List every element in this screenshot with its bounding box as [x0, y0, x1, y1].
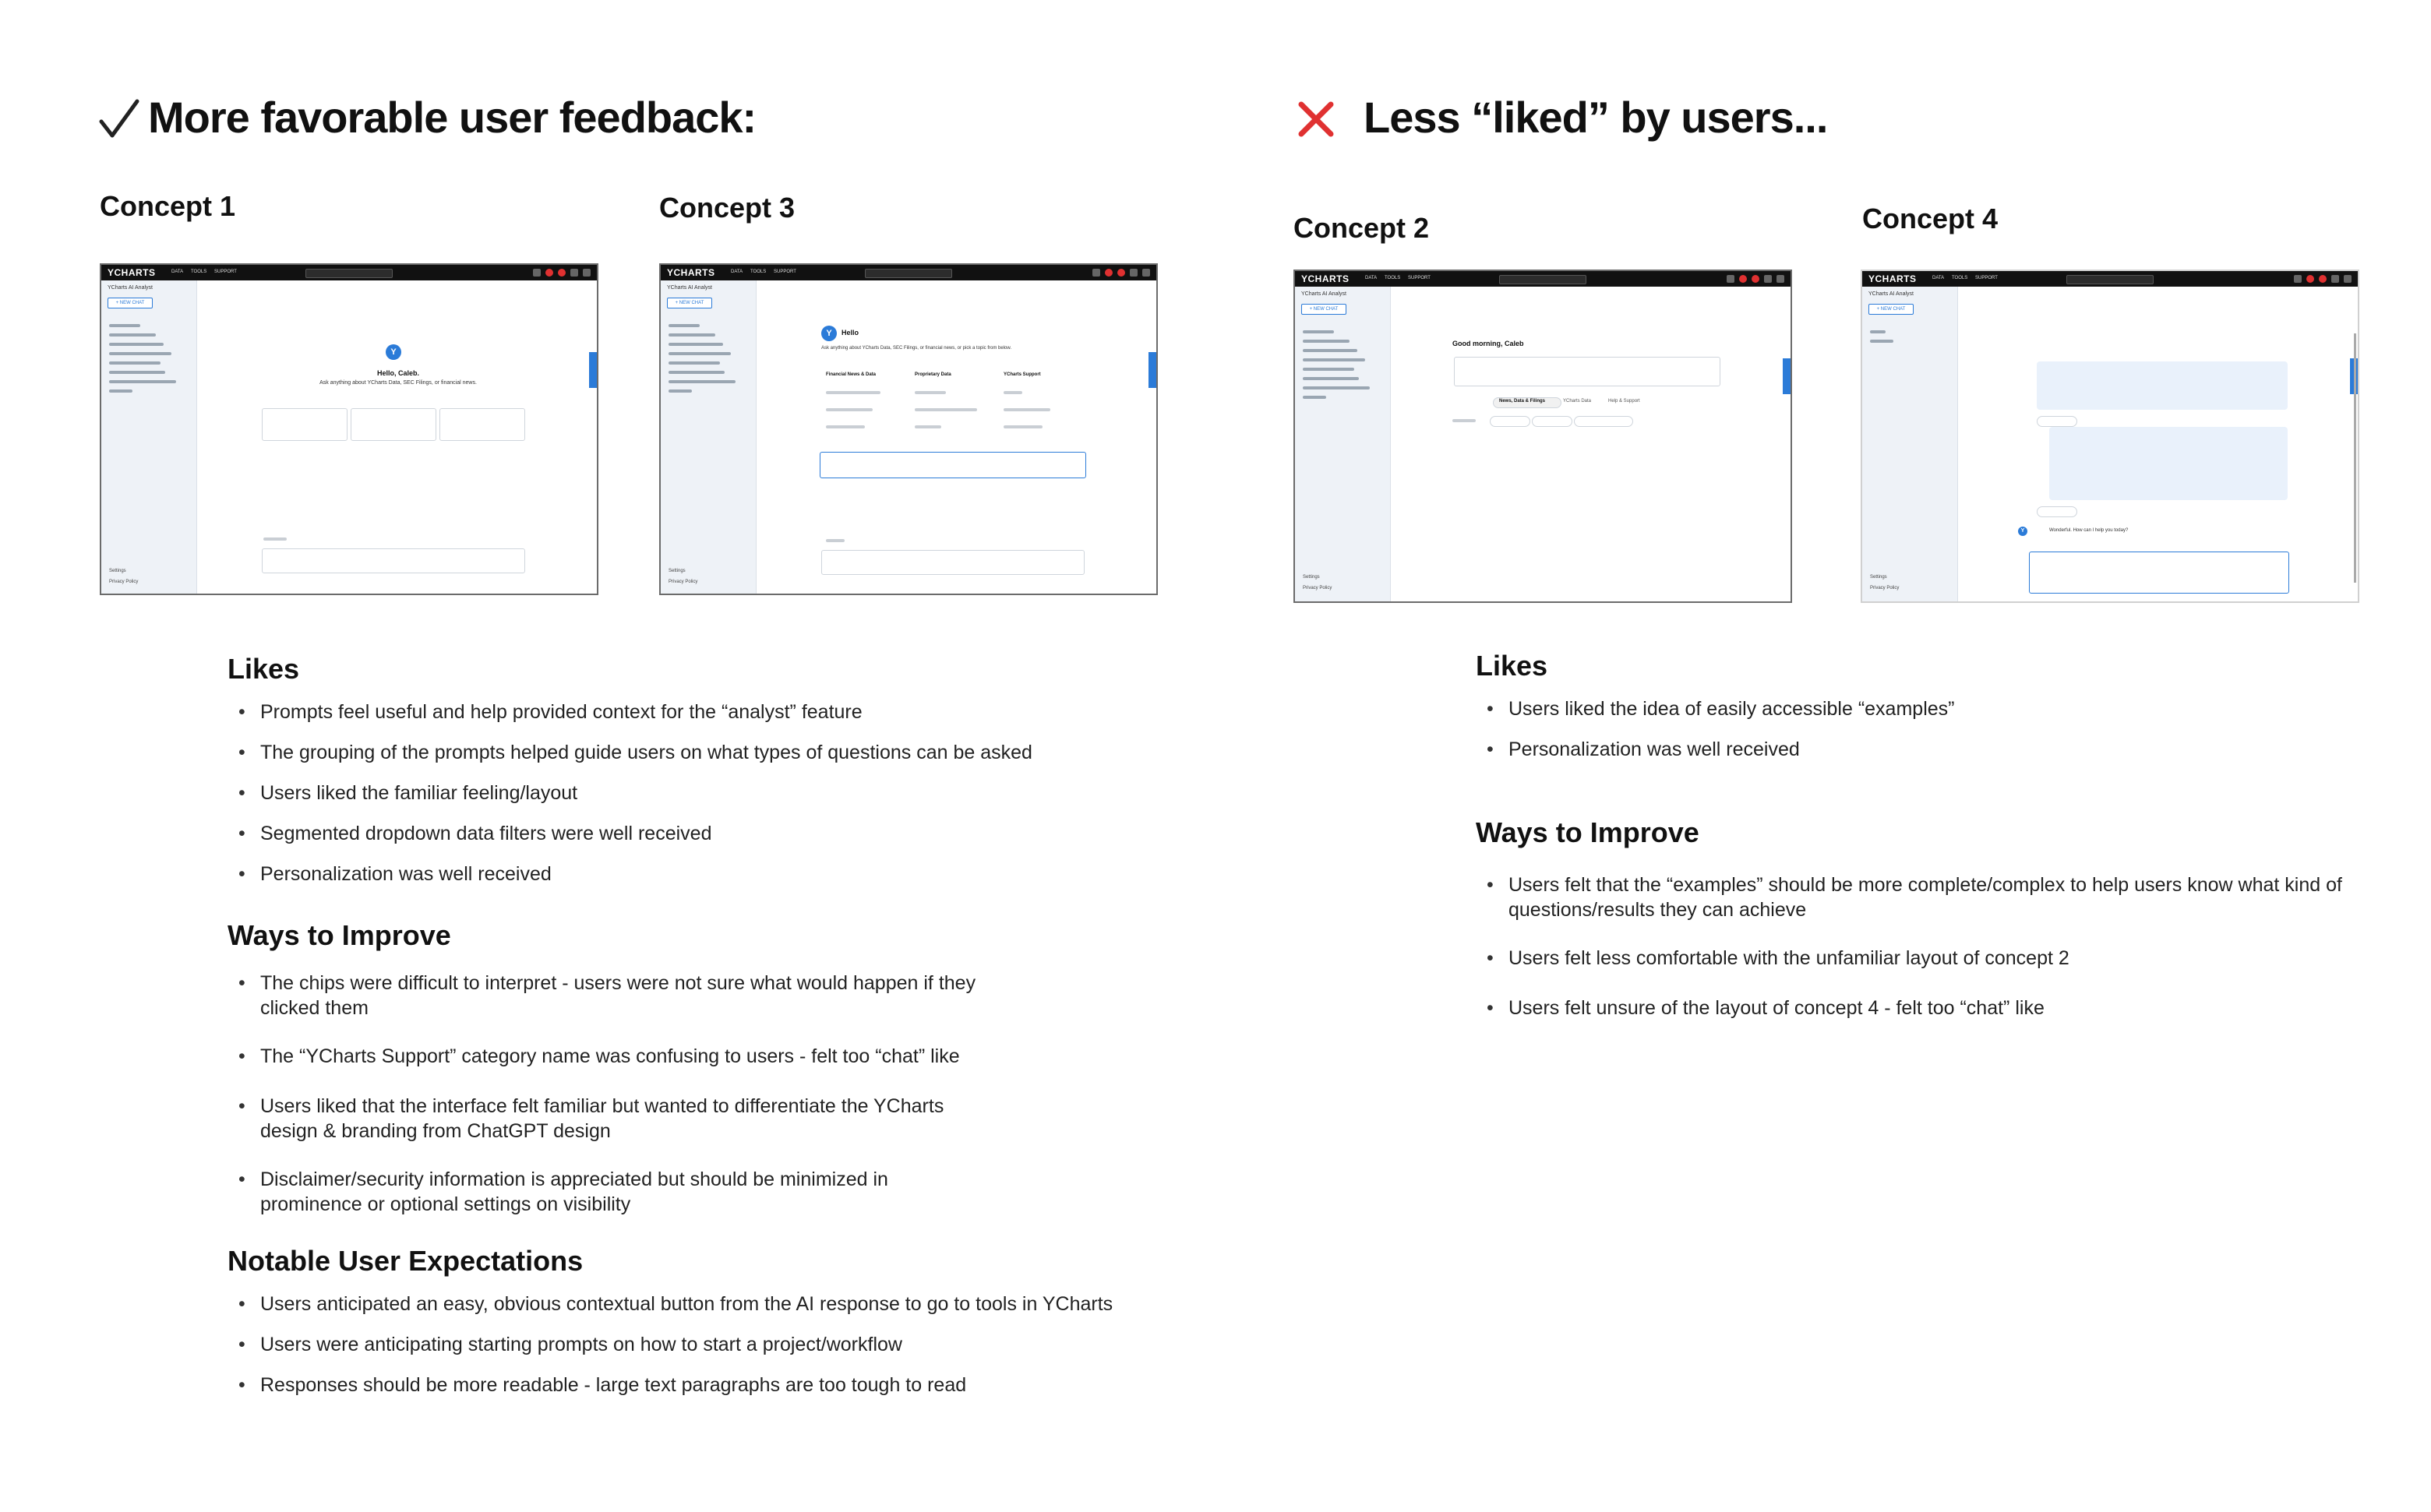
- list-item: • Users felt less comfortable with the unfamiliar layout of concept 2: [1476, 946, 2387, 996]
- list-item: • Personalization was well received: [1476, 737, 2395, 777]
- less-liked-heading: Less “liked” by users...: [1364, 93, 1828, 142]
- cross-icon: [1297, 100, 1335, 139]
- list-item: • Users liked the idea of easily accessible “examples”: [1476, 696, 2395, 737]
- left-likes-heading: Likes: [228, 653, 300, 685]
- concept-4-screenshot: YCHARTS DATA TOOLS SUPPORT YCharts AI Analyst + NEW CHAT Settings Privacy Policy Y Wonderful. How can I help you today?: [1861, 270, 2359, 603]
- concept-2-screenshot: YCHARTS DATA TOOLS SUPPORT YCharts AI Analyst + NEW CHAT Settings Privacy Policy Good morning, Caleb News, Data & Filings YCharts Data Help & Support: [1293, 270, 1792, 603]
- list-item: • The grouping of the prompts helped guide users on what types of questions can be asked: [228, 740, 1163, 781]
- concept-4-label: Concept 4: [1862, 203, 1999, 234]
- expectations-heading: Notable User Expectations: [228, 1245, 584, 1277]
- list-item: • Users felt unsure of the layout of concept 4 - felt too “chat” like: [1476, 996, 2387, 1036]
- list-item: • Personalization was well received: [228, 862, 1163, 902]
- left-likes-list: [228, 700, 1163, 902]
- right-likes-heading: Likes: [1476, 650, 1548, 682]
- list-item: • The chips were difficult to interpret - users were not sure what would happen if they clicked them: [228, 971, 1000, 1044]
- concept-2-label: Concept 2: [1293, 212, 1430, 244]
- list-item: • Prompts feel useful and help provided context for the “analyst” feature: [228, 700, 1163, 740]
- list-item: • Segmented dropdown data filters were well received: [228, 821, 1163, 862]
- list-item: • Users anticipated an easy, obvious contextual button from the AI response to go to tools in YCharts: [228, 1292, 1240, 1332]
- list-item: • Users were anticipating starting prompts on how to start a project/workflow: [228, 1332, 1240, 1373]
- right-likes-list: [1476, 696, 2395, 777]
- list-item: • Disclaimer/security information is appreciated but should be minimized in prominence or optional settings on visibility: [228, 1167, 961, 1217]
- list-item: • Users felt that the “examples” should be more complete/complex to help users know what kind of questions/results they can achieve: [1476, 872, 2387, 946]
- left-improve-heading: Ways to Improve: [228, 919, 451, 951]
- right-improve-heading: Ways to Improve: [1476, 816, 1699, 848]
- right-improve-list: [1476, 872, 2387, 1036]
- list-item: • The “YCharts Support” category name was confusing to users - felt too “chat” like: [228, 1044, 1000, 1094]
- list-item: • Users liked the familiar feeling/layout: [228, 781, 1163, 821]
- concept-1-label: Concept 1: [100, 190, 236, 222]
- check-icon: [97, 95, 143, 142]
- concept-3-screenshot: YCHARTS DATA TOOLS SUPPORT YCharts AI Analyst + NEW CHAT Settings Privacy Policy Y Hello Ask anything about YCharts Data, SEC Filings, or financial news, or pick a topic from below. Financial News & Data Proprietary Data YCharts Support: [659, 263, 1158, 595]
- concept-1-screenshot: YCHARTS DATA TOOLS SUPPORT YCharts AI Analyst + NEW CHAT Settings Privacy Policy Y Hello, Caleb. Ask anything about YCharts Data, SEC Filings, or financial news.: [100, 263, 598, 595]
- concept-3-label: Concept 3: [659, 192, 796, 224]
- expectations-list: [228, 1292, 1240, 1413]
- list-item: • Users liked that the interface felt familiar but wanted to differentiate the YCharts design & branding from ChatGPT design: [228, 1094, 1000, 1167]
- left-improve-list: [228, 971, 1007, 1217]
- favorable-heading: More favorable user feedback:: [148, 93, 757, 142]
- list-item: • Responses should be more readable - large text paragraphs are too tough to read: [228, 1373, 1240, 1413]
